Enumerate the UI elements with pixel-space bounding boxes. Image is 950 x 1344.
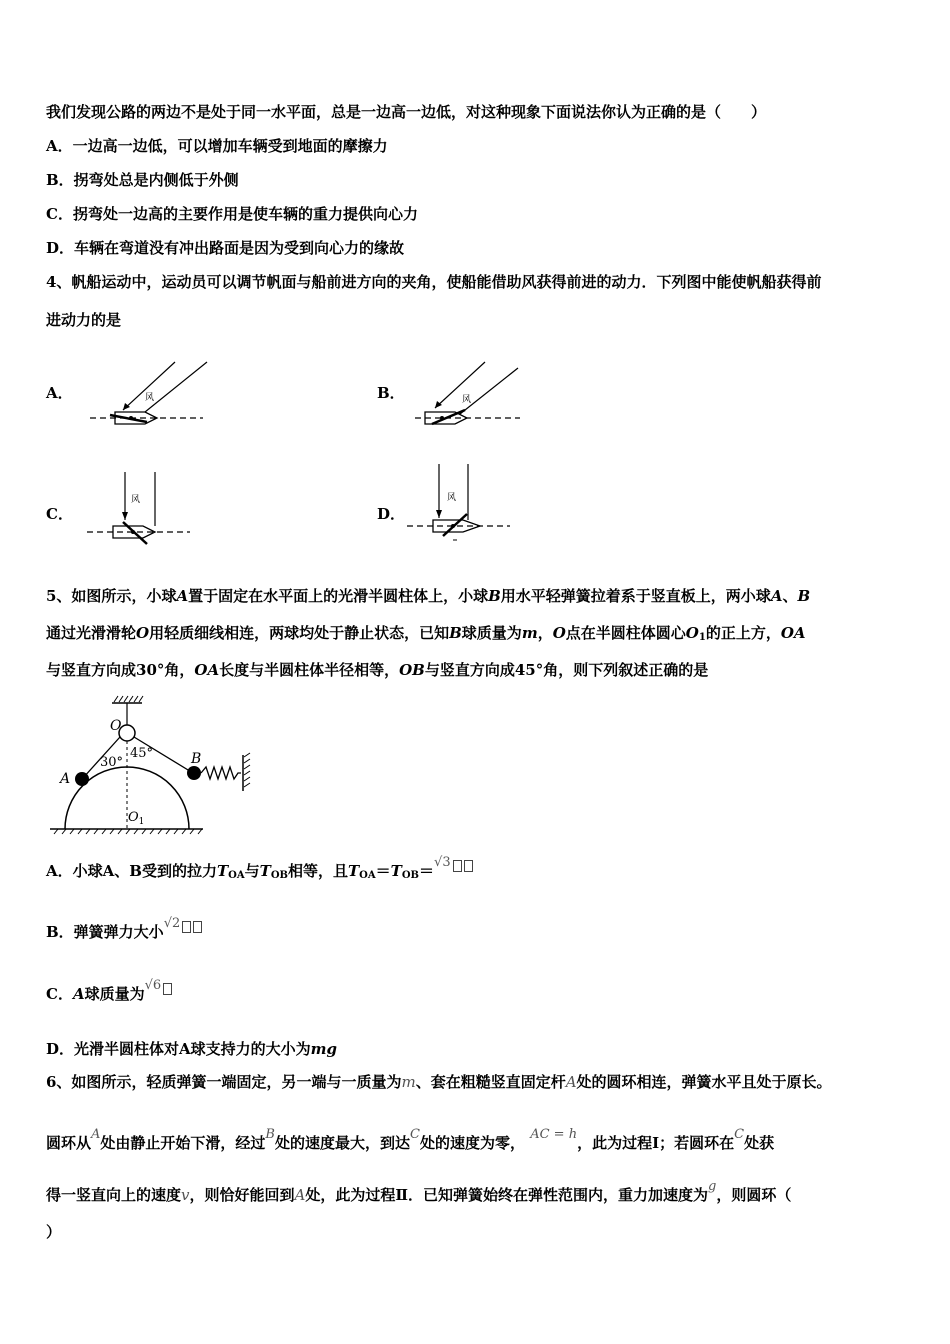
q4-option-c-label: C． (46, 505, 73, 523)
q6-var-c: C (410, 1127, 420, 1142)
fig-label-a: A (60, 771, 71, 787)
q5-var-a: A (72, 985, 85, 1003)
q5-opt-text: A．小球A、B受到的拉力 (46, 862, 217, 880)
q5-stem-line1 (46, 586, 810, 606)
q5-var-o: O (552, 624, 566, 642)
fig-label-o1-letter: O (128, 810, 139, 825)
q4-stem-line2: 进动力的是 (46, 311, 122, 329)
q6-var-g: g (708, 1179, 717, 1194)
q5-text: 球质量为 (461, 624, 522, 642)
fig-label-o1 (128, 810, 144, 827)
q5-var-mg: mg (310, 1040, 338, 1058)
q5-sub-oa: OA (228, 870, 245, 881)
q6-stem-line1 (46, 1072, 832, 1092)
q6-stem-line4: ） (46, 1223, 62, 1241)
q5-eq: ＝ (419, 862, 435, 880)
q6-text: 处的速度为零， (419, 1134, 525, 1152)
missing-glyph-box (182, 921, 191, 933)
q4-stem-line1: 4、帆船运动中，运动员可以调节帆面与船前进方向的夹角，使船能借助风获得前进的动力．下列图中能使帆船获得前 (46, 273, 822, 291)
q5-pulley-figure (48, 693, 268, 843)
q6-var-a: A (91, 1127, 101, 1142)
q6-math-ac: AC = h (530, 1127, 578, 1142)
q5-text: ， (537, 624, 553, 642)
q5-var-oa: OA (194, 661, 220, 679)
q5-var-oa: OA (780, 624, 806, 642)
q5-var-ob: OB (399, 661, 425, 679)
q5-text: 与竖直方向成45°角，则下列叙述正确的是 (424, 661, 709, 679)
q5-opt-text: 与 (244, 862, 260, 880)
q5-text: 的正上方， (705, 624, 781, 642)
q6-text: 圆环从 (46, 1134, 92, 1152)
q6-var-b: B (265, 1127, 275, 1142)
q5-math-sqrt6: √6 (144, 978, 162, 993)
q5-sub-oa: OA (359, 870, 376, 881)
fig-label-b: B (191, 751, 202, 767)
q6-text: 、套在粗糙竖直固定杆 (415, 1073, 566, 1091)
q6-var-a: A (565, 1073, 577, 1091)
q5-var-t: T (259, 862, 271, 880)
q3-option-b: B．拐弯处总是内侧低于外侧 (46, 171, 239, 189)
q5-option-b (46, 916, 202, 944)
q5-text: 通过光滑滑轮 (46, 624, 137, 642)
q6-text: 处的圆环相连，弹簧水平且处于原长。 (576, 1073, 832, 1091)
missing-glyph-box (193, 921, 202, 933)
q6-var-m: m (401, 1073, 416, 1091)
q5-text: 与竖直方向成30°角， (46, 661, 195, 679)
wind-label-a: 风 (145, 393, 155, 403)
q5-option-d (46, 1039, 337, 1059)
q5-var-t: T (348, 862, 360, 880)
q5-opt-text: D．光滑半圆柱体对A球支持力的大小为 (46, 1040, 311, 1058)
fig-angle-30: 30° (100, 755, 124, 770)
q5-text: 、 (782, 587, 798, 605)
q5-opt-text: B．弹簧弹力大小 (46, 923, 164, 941)
missing-glyph-box (453, 860, 462, 872)
q6-text: ，则圆环（ (716, 1186, 792, 1204)
sailboat-figure-a (85, 360, 210, 435)
q5-option-c (46, 978, 172, 1006)
wind-label-c: 风 (131, 495, 141, 505)
q5-math-sqrt3: √3 (434, 855, 451, 870)
fig-label-o: O (110, 718, 122, 734)
missing-glyph-box (163, 983, 172, 995)
q5-text: 5、如图所示，小球 (46, 587, 177, 605)
sailboat-figure-c (85, 470, 195, 550)
q5-option-a (46, 855, 473, 886)
q6-text: 处获 (744, 1134, 775, 1152)
wind-label-d: 风 (447, 493, 457, 503)
missing-glyph-box (464, 860, 473, 872)
q6-var-v: v (181, 1186, 190, 1204)
q6-text: ，此为过程Ⅰ；若圆环在 (577, 1134, 735, 1152)
q5-stem-line3 (46, 660, 708, 680)
q5-text: 点在半圆柱体圆心 (565, 624, 686, 642)
q3-option-c: C．拐弯处一边高的主要作用是使车辆的重力提供向心力 (46, 205, 418, 223)
sailboat-figure-b (410, 360, 525, 435)
q5-text: 用轻质细线相连，两球均处于静止状态，已知 (149, 624, 450, 642)
sailboat-figure-d (405, 462, 515, 547)
q6-text: 6、如图所示，轻质弹簧一端固定，另一端与一质量为 (46, 1073, 402, 1091)
q5-text: 用水平轻弹簧拉着系于竖直板上，两小球 (500, 587, 771, 605)
q5-var-b: B (488, 587, 501, 605)
q4-option-b-label: B． (377, 384, 405, 402)
q5-text: 长度与半圆柱体半径相等， (219, 661, 400, 679)
q4-option-d-label: D． (377, 505, 406, 523)
wind-label-b: 风 (462, 395, 472, 405)
q6-text: 处由静止开始下滑，经过 (100, 1134, 266, 1152)
q5-eq: ＝ (375, 862, 391, 880)
q6-stem-line3 (46, 1179, 792, 1207)
q5-var-o1-sub: 1 (698, 632, 706, 643)
q6-var-c: C (734, 1127, 745, 1142)
q6-text: 处的速度最大，到达 (274, 1134, 410, 1152)
q6-var-a: A (294, 1186, 306, 1204)
q5-text: 置于固定在水平面上的光滑半圆柱体上，小球 (188, 587, 489, 605)
q5-opt-text: 相等，且 (287, 862, 348, 880)
q5-opt-text: C． (46, 985, 73, 1003)
q3-option-d: D．车辆在弯道没有冲出路面是因为受到向心力的缘故 (46, 239, 405, 257)
q4-option-a-label: A． (46, 384, 73, 402)
q5-stem-line2 (46, 623, 806, 648)
q6-text: 处，此为过程Ⅱ．已知弹簧始终在弹性范围内，重力加速度为 (305, 1186, 709, 1204)
q5-var-a: A (176, 587, 189, 605)
fig-angle-45: 45° (130, 746, 154, 761)
fig-label-o1-sub: 1 (138, 817, 145, 827)
q5-math-sqrt2: √2 (163, 916, 181, 931)
q5-opt-text: 球质量为 (84, 985, 145, 1003)
q3-option-a: A．一边高一边低，可以增加车辆受到地面的摩擦力 (46, 137, 388, 155)
q6-text: 得一竖直向上的速度 (46, 1186, 182, 1204)
q5-var-t: T (216, 862, 229, 880)
q5-var-o1: O (685, 624, 699, 642)
q6-stem-line2 (46, 1127, 775, 1155)
q3-stem: 我们发现公路的两边不是处于同一水平面，总是一边高一边低，对这种现象下面说法你认为正确的是（ ） (46, 103, 767, 121)
q5-var-b: B (797, 587, 811, 605)
q5-var-b: B (449, 624, 462, 642)
q5-var-t: T (390, 862, 402, 880)
q5-sub-ob: OB (401, 870, 420, 881)
q6-text: ，则恰好能回到 (189, 1186, 295, 1204)
q5-var-o: O (136, 624, 150, 642)
q5-sub-ob: OB (270, 870, 288, 881)
q5-var-a: A (770, 587, 783, 605)
q5-var-m: m (521, 624, 538, 642)
